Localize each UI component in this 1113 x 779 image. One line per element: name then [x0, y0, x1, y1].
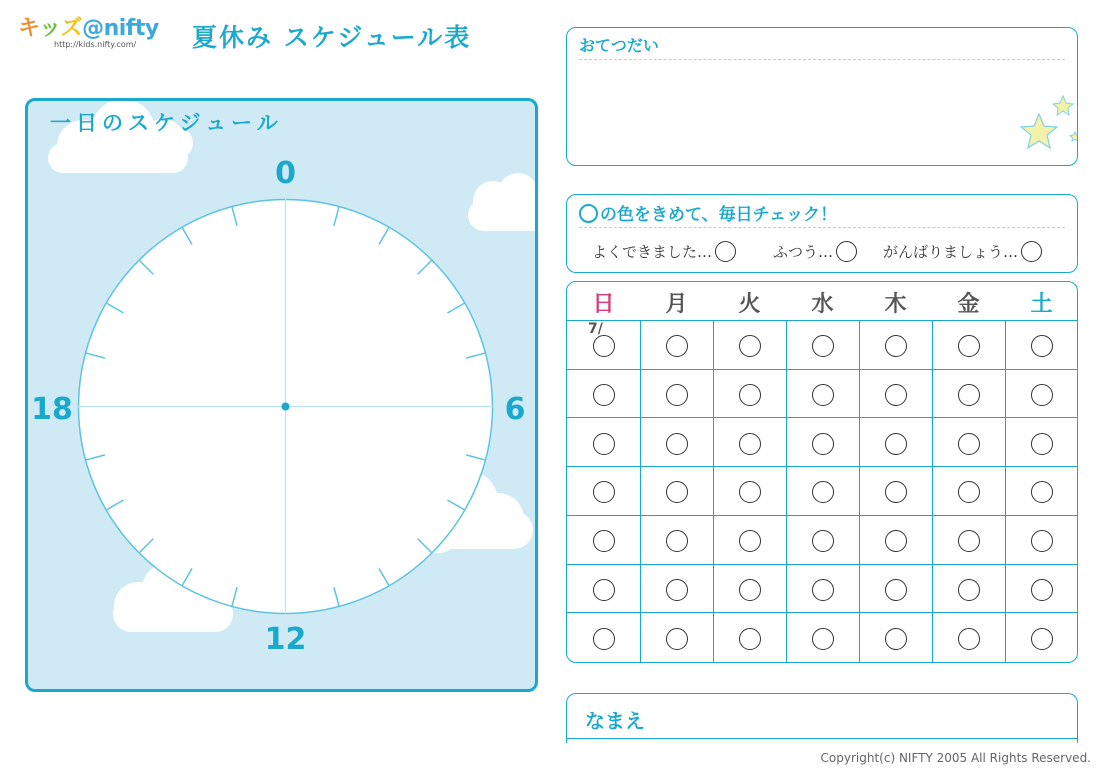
check-circle-icon[interactable]	[958, 433, 980, 455]
clock-center-dot	[282, 403, 290, 411]
calendar-cell[interactable]	[1005, 369, 1078, 418]
calendar-cell[interactable]	[713, 564, 786, 613]
start-date-label: 7/	[588, 321, 603, 337]
calendar-cell[interactable]	[567, 320, 640, 369]
circle-mark-icon[interactable]	[836, 241, 857, 262]
calendar-cell[interactable]	[1005, 417, 1078, 466]
check-circle-icon[interactable]	[885, 481, 907, 503]
calendar-cell[interactable]	[640, 466, 713, 515]
weekday-mon: 月	[665, 292, 688, 317]
check-circle-icon[interactable]	[812, 530, 834, 552]
check-circle-icon[interactable]	[885, 433, 907, 455]
star-icon	[1070, 132, 1077, 141]
legend-item-try: がんばりましょう…	[883, 241, 1042, 262]
weekday-sun: 日	[592, 292, 615, 317]
name-underline	[566, 738, 1078, 739]
weekday-wed: 水	[811, 292, 834, 317]
calendar-cell[interactable]	[640, 369, 713, 418]
daily-schedule-panel	[25, 98, 538, 692]
page-title: 夏休み スケジュール表	[192, 23, 472, 52]
stars-decoration	[1007, 92, 1077, 162]
cloud-right	[468, 173, 535, 231]
copyright-text: Copyright(c) NIFTY 2005 All Rights Reserved.	[820, 751, 1091, 765]
calendar-cell[interactable]	[713, 369, 786, 418]
legend-item-good: よくできました…	[592, 241, 736, 262]
check-circle-icon[interactable]	[593, 530, 615, 552]
calendar-cell[interactable]	[786, 417, 859, 466]
calendar-cell[interactable]	[567, 369, 640, 418]
calendar-cell[interactable]	[859, 320, 932, 369]
weekday-fri: 金	[957, 292, 980, 317]
check-circle-icon[interactable]	[1031, 335, 1053, 357]
legend-box	[566, 194, 1078, 273]
legend-dashed-line	[579, 227, 1065, 228]
check-circle-icon[interactable]	[885, 384, 907, 406]
name-box	[566, 693, 1078, 743]
calendar-cell[interactable]	[786, 612, 859, 661]
calendar-cell[interactable]	[713, 320, 786, 369]
hour-label-18: 18	[31, 392, 73, 427]
check-circle-icon[interactable]	[885, 628, 907, 650]
check-circle-icon[interactable]	[739, 384, 761, 406]
check-circle-icon[interactable]	[739, 530, 761, 552]
check-circle-icon[interactable]	[593, 384, 615, 406]
calendar-cell[interactable]	[567, 466, 640, 515]
check-circle-icon[interactable]	[958, 530, 980, 552]
check-circle-icon[interactable]	[812, 433, 834, 455]
check-circle-icon[interactable]	[1031, 384, 1053, 406]
weekday-tue: 火	[738, 292, 761, 317]
check-circle-icon[interactable]	[958, 628, 980, 650]
hour-label-6: 6	[504, 392, 526, 427]
calendar-cell[interactable]	[786, 466, 859, 515]
calendar-cell[interactable]	[567, 612, 640, 661]
check-circle-icon[interactable]	[666, 384, 688, 406]
calendar-cell[interactable]	[1005, 612, 1078, 661]
calendar-cell[interactable]	[640, 564, 713, 613]
check-circle-icon[interactable]	[593, 628, 615, 650]
calendar-cell[interactable]	[1005, 320, 1078, 369]
circle-icon	[579, 204, 598, 223]
calendar-cell[interactable]	[932, 564, 1005, 613]
check-circle-icon[interactable]	[666, 628, 688, 650]
check-circle-icon[interactable]	[812, 628, 834, 650]
weekday-sat: 土	[1030, 292, 1053, 317]
check-circle-icon[interactable]	[958, 579, 980, 601]
calendar-cell[interactable]	[786, 369, 859, 418]
weekday-thu: 木	[884, 292, 907, 317]
calendar-cell[interactable]	[713, 466, 786, 515]
chores-box	[566, 27, 1078, 166]
weekly-calendar	[566, 281, 1078, 663]
calendar-cell[interactable]	[640, 320, 713, 369]
check-circle-icon[interactable]	[812, 384, 834, 406]
calendar-cell[interactable]	[786, 564, 859, 613]
calendar-cell[interactable]	[713, 612, 786, 661]
check-circle-icon[interactable]	[739, 628, 761, 650]
check-circle-icon[interactable]	[666, 335, 688, 357]
logo-url: http://kids.nifty.com/	[54, 40, 137, 49]
check-circle-icon[interactable]	[1031, 628, 1053, 650]
check-circle-icon[interactable]	[812, 335, 834, 357]
check-circle-icon[interactable]	[593, 579, 615, 601]
check-circle-icon[interactable]	[593, 335, 615, 357]
check-circle-icon[interactable]	[593, 433, 615, 455]
calendar-cell[interactable]	[932, 369, 1005, 418]
calendar-cell[interactable]	[859, 612, 932, 661]
kids-nifty-logo	[18, 16, 174, 60]
check-circle-icon[interactable]	[1031, 433, 1053, 455]
chores-dashed-line	[579, 59, 1065, 60]
check-circle-icon[interactable]	[885, 335, 907, 357]
calendar-cell[interactable]	[786, 320, 859, 369]
calendar-cell[interactable]	[786, 515, 859, 564]
calendar-cell[interactable]	[932, 612, 1005, 661]
check-circle-icon[interactable]	[958, 384, 980, 406]
hour-label-12: 12	[264, 622, 307, 657]
check-circle-icon[interactable]	[1031, 579, 1053, 601]
check-circle-icon[interactable]	[666, 579, 688, 601]
calendar-cell[interactable]	[567, 515, 640, 564]
check-circle-icon[interactable]	[739, 579, 761, 601]
circle-mark-icon[interactable]	[1021, 241, 1042, 262]
logo-wordmark: キッズ@nifty	[18, 16, 159, 41]
legend-item-ok: ふつう…	[773, 241, 857, 262]
check-circle-icon[interactable]	[593, 481, 615, 503]
calendar-cell[interactable]	[567, 417, 640, 466]
calendar-cell[interactable]	[859, 564, 932, 613]
check-circle-icon[interactable]	[739, 433, 761, 455]
star-icon	[1053, 96, 1073, 115]
check-circle-icon[interactable]	[958, 335, 980, 357]
check-circle-icon[interactable]	[666, 530, 688, 552]
star-icon	[1021, 114, 1057, 148]
calendar-cell[interactable]	[1005, 466, 1078, 515]
clock-svg	[28, 101, 535, 689]
check-circle-icon[interactable]	[885, 579, 907, 601]
check-circle-icon[interactable]	[812, 579, 834, 601]
legend-title: の色をきめて、毎日チェック！	[579, 200, 837, 225]
calendar-cell[interactable]	[859, 369, 932, 418]
check-circle-icon[interactable]	[666, 481, 688, 503]
check-circle-icon[interactable]	[812, 481, 834, 503]
calendar-cell[interactable]	[859, 515, 932, 564]
name-label: なまえ	[585, 709, 645, 733]
calendar-cell[interactable]	[932, 417, 1005, 466]
clock-title: 一日のスケジュール	[50, 111, 283, 135]
check-circle-icon[interactable]	[739, 335, 761, 357]
calendar-cell[interactable]	[1005, 515, 1078, 564]
check-circle-icon[interactable]	[666, 433, 688, 455]
hour-label-0: 0	[275, 156, 296, 191]
check-circle-icon[interactable]	[1031, 481, 1053, 503]
check-circle-icon[interactable]	[958, 481, 980, 503]
calendar-cell[interactable]	[859, 466, 932, 515]
calendar-cell[interactable]	[640, 515, 713, 564]
calendar-header	[567, 282, 1077, 320]
circle-mark-icon[interactable]	[715, 241, 736, 262]
calendar-cell[interactable]	[932, 515, 1005, 564]
calendar-cell[interactable]	[640, 612, 713, 661]
calendar-cell[interactable]	[567, 564, 640, 613]
calendar-cell[interactable]	[713, 417, 786, 466]
check-circle-icon[interactable]	[739, 481, 761, 503]
calendar-cell[interactable]	[640, 417, 713, 466]
calendar-cell[interactable]	[713, 515, 786, 564]
check-circle-icon[interactable]	[885, 530, 907, 552]
calendar-cell[interactable]	[932, 466, 1005, 515]
calendar-cell[interactable]	[1005, 564, 1078, 613]
calendar-cell[interactable]	[932, 320, 1005, 369]
chores-title: おてつだい	[579, 36, 659, 55]
calendar-cell[interactable]	[859, 417, 932, 466]
check-circle-icon[interactable]	[1031, 530, 1053, 552]
